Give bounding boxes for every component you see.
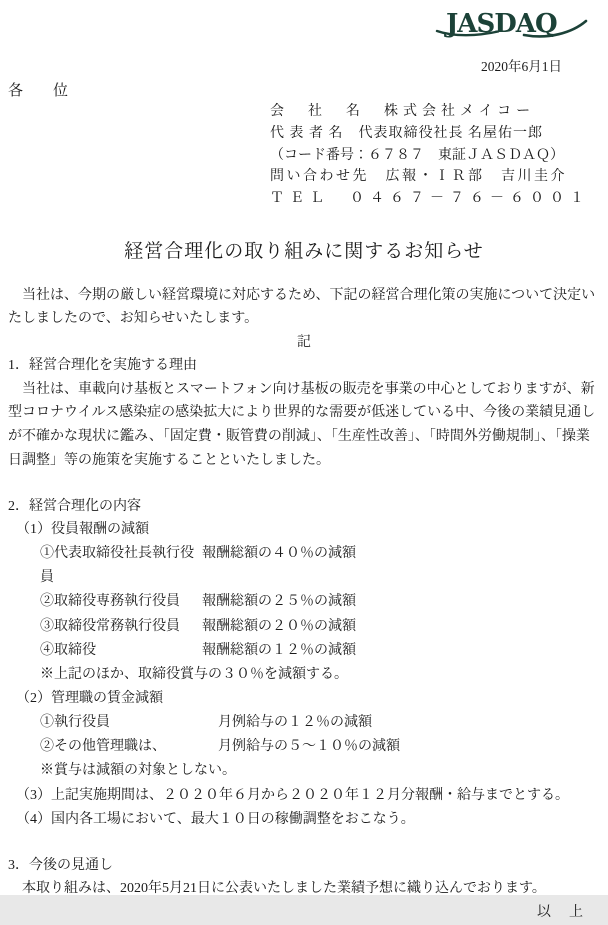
section2-item3: （3）上記実施期間は、２０２０年６月から２０２０年１２月分報酬・給与までとする。 [16,787,569,803]
section2-item4: （4）国内各工場において、最大１０日の稼働調整をおこなう。 [16,811,415,827]
intro-paragraph: 当社は、今期の厳しい経営環境に対応するため、下記の経営合理化策の実施について決定いたしましたので、お知らせいたします。 [8,287,596,327]
document-date: 2020年6月1日 [481,59,562,74]
list-item [40,590,608,614]
representative-line: 代 表 者 名 代表取締役社長 名屋佑一郎 [270,125,543,141]
stock-code-line: （コード番号：６７８７ 東証ＪＡＳＤＡＱ） [270,147,564,163]
contact-line: 問い合わせ先 広報・ＩＲ部 吉川圭介 [270,169,567,185]
sub1-heading: （1）役員報酬の減額 [16,522,149,538]
list-item [40,711,608,735]
remark-mark: 記 [297,334,311,350]
section1-heading: 1．経営合理化を実施する理由 [8,358,197,374]
document-title: 経営合理化の取り組みに関するお知らせ [124,240,484,262]
telephone-line: ＴＥＬ ０４６７－７６－６００１ [270,191,590,207]
item-value: 報酬総額の２０％の減額 [202,618,356,634]
company-name-line: 会 社 名 株式会社メイコー [270,104,536,119]
list-item [40,735,608,759]
item-label: ②取締役専務執行役員 [40,594,180,610]
officer-pay-cut-list [0,542,608,663]
item-value: 月例給与の１２％の減額 [218,715,372,731]
list-item [40,639,608,663]
item-label: ②その他管理職は、 [40,739,166,755]
section2-heading: 2．経営合理化の内容 [8,498,141,514]
section1-body: 当社は、車載向け基板とスマートフォン向け基板の販売を事業の中心としておりますが、新型コロナウイルス感染症の感染拡大により世界的な需要が低迷している中、今後の業績見通しが不確かな現状に鑑み、「固定費・販管費の削減」、「生産性改善」、「時間外労働規制」、「操業日調整」等の施策を実施することといたしました。 [8,381,596,468]
item-label: ①執行役員 [40,715,110,731]
manager-pay-cut-list [0,711,608,759]
item-value: 報酬総額の２５％の減額 [202,594,356,610]
jasdaq-logo-icon [436,4,588,40]
section3-heading: 3．今後の見通し [8,858,113,874]
item-value: 報酬総額の１２％の減額 [202,642,356,658]
section3-body: 本取り組みは、2020年5月21日に公表いたしました業績予想に織り込んでおります。 [8,881,546,897]
item-label: ③取締役常務執行役員 [40,618,180,634]
sub2-heading: （2）管理職の賃金減額 [16,691,163,707]
item-label: ①代表取締役社長執行役員 [40,546,194,586]
spacer [0,473,608,495]
item-label: ④取締役 [40,642,96,658]
jasdaq-logo-text: JASDAQ [446,9,557,39]
item-value: 月例給与の５～１０％の減額 [218,739,400,755]
sub2-note: ※賞与は減額の対象としない。 [40,763,236,779]
company-info-block [270,101,608,210]
list-item [40,542,608,590]
list-item [40,615,608,639]
item-value: 報酬総額の４０％の減額 [202,546,356,561]
sub1-note: ※上記のほか、取締役賞与の３０％を減額する。 [40,667,348,683]
closing-mark: 以 上 [537,905,585,921]
addressee: 各 位 [8,83,69,99]
spacer [0,832,608,854]
logo-row [0,0,608,42]
